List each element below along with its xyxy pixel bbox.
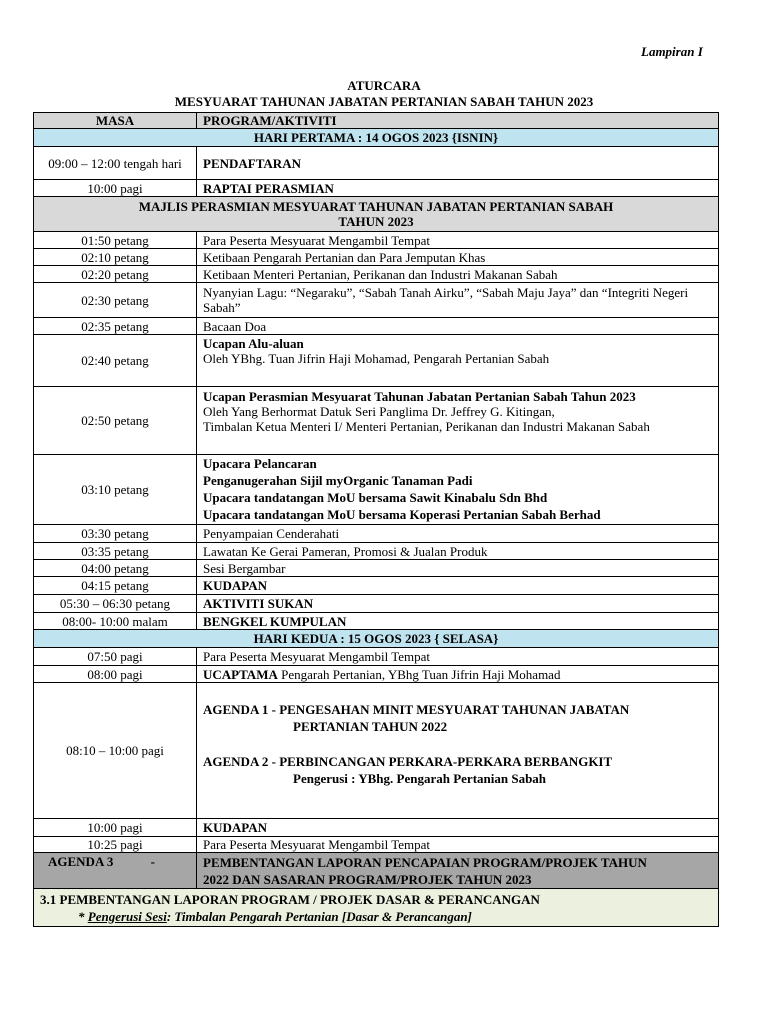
row-activity [197,455,719,525]
table-row [34,648,719,666]
section-label-line: TAHUN 2023 [338,214,414,229]
row-activity: Ketibaan Pengarah Pertanian dan Para Jemputan Khas [197,249,719,266]
document-title: ATURCARA [347,78,421,93]
document-subtitle: MESYUARAT TAHUNAN JABATAN PERTANIAN SABAH TAHUN 2023 [174,94,594,109]
row-activity: PENDAFTARAN [197,147,719,180]
table-row [34,837,719,853]
day-two-banner [34,630,719,648]
chair-detail: : Timbalan Pengarah Pertanian [Dasar & Perancangan] [166,909,472,924]
row-activity: RAPTAI PERASMIAN [197,180,719,197]
section-3-1 [34,889,719,927]
table-row [34,180,719,197]
row-time: 10:00 pagi [34,180,197,197]
table-row [34,543,719,560]
agenda-3-dash: - [150,854,155,869]
activity-item: Penganugerahan Sijil myOrganic Tanaman Padi [203,473,473,488]
row-activity: Para Peserta Mesyuarat Mengambil Tempat [197,648,719,666]
row-activity [197,387,719,455]
row-activity [197,683,719,819]
row-time: 07:50 pagi [34,648,197,666]
row-time: 02:35 petang [34,318,197,335]
row-time: 05:30 – 06:30 petang [34,595,197,613]
table-row [34,577,719,595]
section-3-1-chair [40,908,712,925]
keynote-detail: Pengarah Pertanian, YBhg Tuan Jifrin Haji Mohamad [277,666,561,682]
row-time: 03:30 petang [34,525,197,543]
table-row [34,683,719,819]
table-row [34,613,719,630]
agenda-3-title-line: PEMBENTANGAN LAPORAN PENCAPAIAN PROGRAM/PROJEK TAHUN [203,855,647,870]
table-row [34,335,719,387]
row-activity: Nyanyian Lagu: “Negaraku”, “Sabah Tanah Airku”, “Sabah Maju Jaya” dan “Integriti Negeri Sabah” [197,283,719,318]
activity-detail: Timbalan Ketua Menteri I/ Menteri Pertanian, Perikanan dan Industri Makanan Sabah [203,419,650,434]
row-activity: Sesi Bergambar [197,560,719,577]
day-one-banner [34,129,719,147]
row-time: 09:00 – 12:00 tengah hari [34,147,197,180]
agenda-3-label [34,853,197,889]
agenda-3-number: AGENDA 3 [48,854,114,869]
activity-item: Upacara tandatangan MoU bersama Koperasi Pertanian Sabah Berhad [203,507,601,522]
agenda-1-cont: PERTANIAN TAHUN 2022 [293,719,448,734]
row-time: 02:20 petang [34,266,197,283]
table-row [34,525,719,543]
row-activity: Bacaan Doa [197,318,719,335]
activity-title: Ucapan Perasmian Mesyuarat Tahunan Jabatan Pertanian Sabah Tahun 2023 [203,389,636,404]
row-time: 03:10 petang [34,455,197,525]
table-row [34,283,719,318]
header-program: PROGRAM/AKTIVITI [197,113,719,129]
activity-title: Ucapan Alu-aluan [203,336,304,351]
agenda-2: AGENDA 2 - PERBINCANGAN PERKARA-PERKARA BERBANGKIT [203,754,613,769]
table-row [34,595,719,613]
table-row [34,249,719,266]
table-row [34,560,719,577]
row-activity: Ketibaan Menteri Pertanian, Perikanan dan Industri Makanan Sabah [197,266,719,283]
keynote-label: UCAPTAMA [203,666,278,682]
row-time: 08:00 pagi [34,666,197,683]
asterisk: * [78,909,88,924]
section-label-line: MAJLIS PERASMIAN MESYUARAT TAHUNAN JABATAN PERTANIAN SABAH [138,199,614,214]
section-3-1-title: 3.1 PEMBENTANGAN LAPORAN PROGRAM / PROJEK DASAR & PERANCANGAN [40,892,540,907]
row-time: 02:30 petang [34,283,197,318]
header-masa: MASA [34,113,197,129]
row-time: 01:50 petang [34,232,197,249]
table-row [34,266,719,283]
row-time: 02:50 petang [34,387,197,455]
row-activity: BENGKEL KUMPULAN [197,613,719,630]
row-time: 08:00- 10:00 malam [34,613,197,630]
row-time: 04:15 petang [34,577,197,595]
table-row [34,318,719,335]
row-time: 04:00 petang [34,560,197,577]
row-activity: Para Peserta Mesyuarat Mengambil Tempat [197,232,719,249]
row-activity: KUDAPAN [197,577,719,595]
row-activity: Lawatan Ke Gerai Pameran, Promosi & Jualan Produk [197,543,719,560]
table-row [34,455,719,525]
activity-item: Upacara tandatangan MoU bersama Sawit Kinabalu Sdn Bhd [203,490,548,505]
row-time: 02:10 petang [34,249,197,266]
row-time: 10:00 pagi [34,819,197,837]
row-activity: Para Peserta Mesyuarat Mengambil Tempat [197,837,719,853]
activity-detail: Oleh Yang Berhormat Datuk Seri Panglima Dr. Jeffrey G. Kitingan, [203,404,555,419]
row-time: 08:10 – 10:00 pagi [34,683,197,819]
table-row [34,387,719,455]
row-activity: Penyampaian Cenderahati [197,525,719,543]
row-time: 03:35 petang [34,543,197,560]
row-activity: AKTIVITI SUKAN [197,595,719,613]
section-3-1-row [34,889,719,927]
table-row [34,666,719,683]
day-two-label: HARI KEDUA : 15 OGOS 2023 { SELASA} [34,630,719,648]
activity-detail: Oleh YBhg. Tuan Jifrin Haji Mohamad, Pengarah Pertanian Sabah [203,351,550,366]
agenda-3-row [34,853,719,889]
table-row [34,819,719,837]
agenda-2-chair: Pengerusi : YBhg. Pengarah Pertanian Sabah [293,771,547,786]
row-time: 10:25 pagi [34,837,197,853]
row-activity: KUDAPAN [197,819,719,837]
table-header-row [34,113,719,129]
section-label [34,197,719,232]
row-time: 02:40 petang [34,335,197,387]
chair-label: Pengerusi Sesi [87,909,167,924]
row-activity [197,666,719,683]
day-one-label: HARI PERTAMA : 14 OGOS 2023 {ISNIN} [34,129,719,147]
row-activity [197,335,719,387]
agenda-1: AGENDA 1 - PENGESAHAN MINIT MESYUARAT TAHUNAN JABATAN [203,702,630,717]
table-row [34,232,719,249]
section-banner [34,197,719,232]
schedule-table [33,112,719,927]
table-row [34,147,719,180]
agenda-3-title-line: 2022 DAN SASARAN PROGRAM/PROJEK TAHUN 2023 [203,872,532,887]
annex-label: Lampiran I [641,44,703,59]
agenda-3-title [197,853,719,889]
activity-item: Upacara Pelancaran [203,456,317,471]
